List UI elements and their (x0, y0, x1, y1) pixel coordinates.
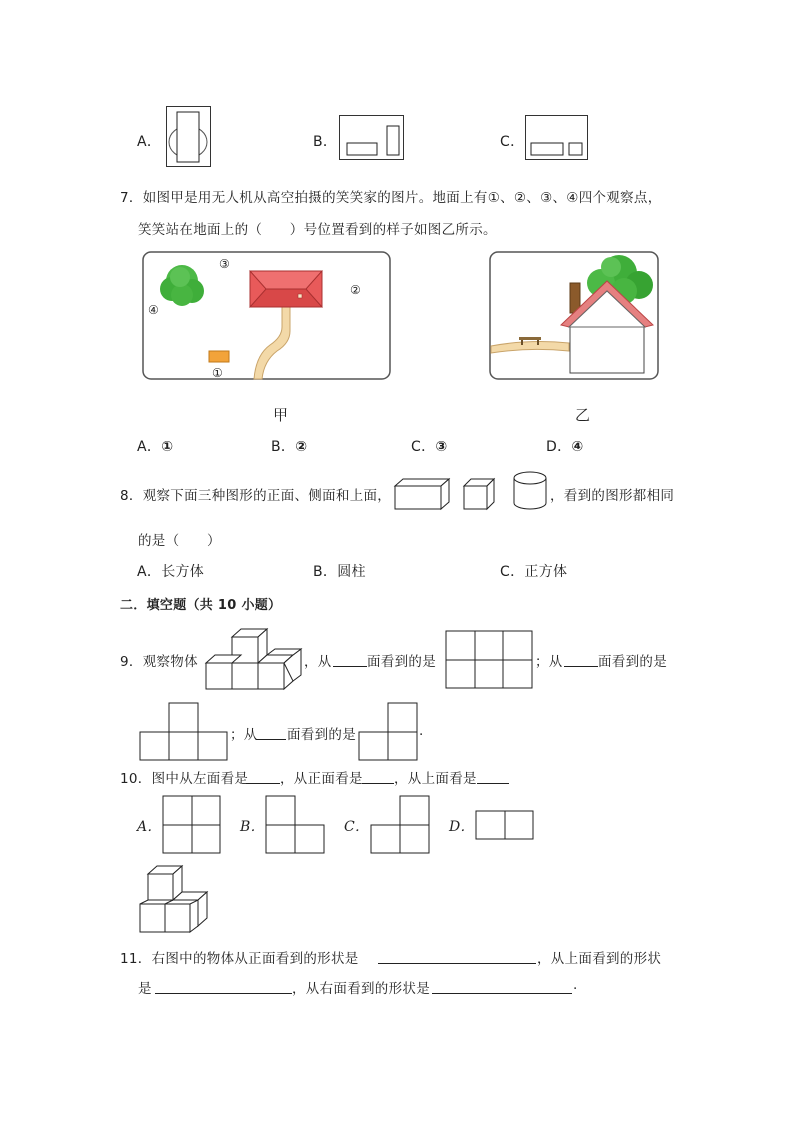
option-label: C． (411, 439, 436, 455)
q7-option-b[interactable] (271, 436, 307, 456)
q6-option-a-figure[interactable] (166, 106, 212, 168)
option-label: B． (271, 439, 296, 455)
q8-option-c[interactable] (500, 561, 567, 581)
q9-t3: 面看到的是 (367, 654, 436, 670)
q9-t5: 面看到的是 (598, 654, 667, 670)
q7-caption-jia: 甲 (273, 406, 289, 424)
cube-figure (463, 478, 495, 510)
q6-option-b-label[interactable]: B． (313, 134, 338, 150)
q9-t7: 面看到的是 (287, 727, 356, 743)
cylinder-figure (512, 471, 548, 511)
q9-view-1-figure (445, 630, 533, 689)
q11-t4: ，从右面看到的形状是 (292, 981, 430, 997)
q10-option-a-figure[interactable] (162, 795, 222, 854)
option-value: ③ (435, 439, 448, 455)
q7-figure-jia (142, 251, 392, 381)
q7-marker-3: ③ (219, 257, 230, 271)
section2-title: 二．填空题（共 10 小题） (120, 598, 282, 613)
q9-view-3-figure (358, 702, 418, 761)
q6-option-b-figure[interactable] (339, 115, 405, 161)
q9-cube-stack-figure (205, 627, 303, 691)
q10-option-d-label[interactable]: D． (449, 819, 475, 835)
q11-blank-2[interactable] (155, 993, 292, 994)
option-label: C． (500, 564, 525, 580)
q7-caption-yi: 乙 (575, 406, 591, 424)
q9-blank-3[interactable] (256, 739, 286, 740)
q7-marker-1: ① (212, 366, 223, 380)
q10-option-c-figure[interactable] (370, 795, 430, 854)
q11-blank-3[interactable] (432, 993, 572, 994)
q10-option-b-figure[interactable] (265, 795, 325, 854)
q8-option-b[interactable] (313, 561, 366, 581)
q8-text-before: 8．观察下面三种图形的正面、侧面和上面， (120, 488, 392, 504)
q10-option-a-label[interactable]: A． (137, 819, 162, 835)
q9-t4: ；从 (535, 654, 563, 670)
q11-blank-1[interactable] (378, 963, 536, 964)
q10-option-b-label[interactable]: B． (240, 819, 265, 835)
q11-t1: 11．右图中的物体从正面看到的形状是 (120, 951, 359, 967)
cuboid-figure (393, 478, 451, 510)
q7-marker-2: ② (350, 283, 361, 297)
q8-line2: 的是（ ） (138, 533, 221, 549)
q11-t5: . (573, 977, 578, 993)
q7-line2: 笑笑站在地面上的（ ）号位置看到的样子如图乙所示。 (138, 222, 497, 238)
q6-option-c-label[interactable]: C． (500, 134, 525, 150)
q9-blank-2[interactable] (564, 666, 598, 667)
q10-blank-1[interactable] (246, 783, 280, 784)
option-label: A． (137, 564, 162, 580)
q10-cube-stack-figure (139, 864, 209, 934)
option-label: B． (313, 564, 338, 580)
q10-option-c-label[interactable]: C． (344, 819, 370, 835)
option-value: ① (161, 439, 174, 455)
q9-blank-1[interactable] (333, 666, 367, 667)
q11-t3: 是 (138, 981, 152, 997)
q9-view-2-figure (139, 702, 229, 761)
option-value: 圆柱 (337, 564, 366, 580)
q10-t3: ，从上面看是 (394, 771, 477, 787)
q11-t2: ，从上面看到的形状 (537, 951, 662, 967)
q7-option-c[interactable] (411, 436, 448, 456)
option-label: A． (137, 439, 162, 455)
q9-t1: 9．观察物体 (120, 654, 198, 670)
q7-option-a[interactable] (137, 436, 173, 456)
q7-line1: 7．如图甲是用无人机从高空拍摄的笑笑家的图片。地面上有①、②、③、④四个观察点， (120, 190, 662, 206)
q6-option-a-label[interactable]: A． (137, 134, 162, 150)
q8-text-after: ，看到的图形都相同 (550, 488, 675, 504)
q10-t1: 10．图中从左面看是 (120, 771, 249, 787)
q9-t2: ，从 (304, 654, 332, 670)
q10-blank-2[interactable] (362, 783, 394, 784)
option-value: 正方体 (524, 564, 568, 580)
q8-option-a[interactable] (137, 561, 204, 581)
q7-option-d[interactable] (546, 436, 584, 456)
q7-marker-4: ④ (148, 303, 159, 317)
option-value: ④ (571, 439, 584, 455)
q10-option-d-figure[interactable] (475, 810, 535, 840)
mailbox-icon (209, 351, 229, 362)
q9-t8: . (419, 723, 424, 739)
q9-t6: ；从 (230, 727, 258, 743)
q7-figure-yi (489, 251, 661, 381)
q10-blank-3[interactable] (477, 783, 509, 784)
q10-t2: ，从正面看是 (280, 771, 363, 787)
option-value: 长方体 (161, 564, 205, 580)
option-label: D． (546, 439, 572, 455)
option-value: ② (295, 439, 308, 455)
house-roof-top-view (250, 271, 322, 307)
q6-option-c-figure[interactable] (525, 115, 589, 161)
